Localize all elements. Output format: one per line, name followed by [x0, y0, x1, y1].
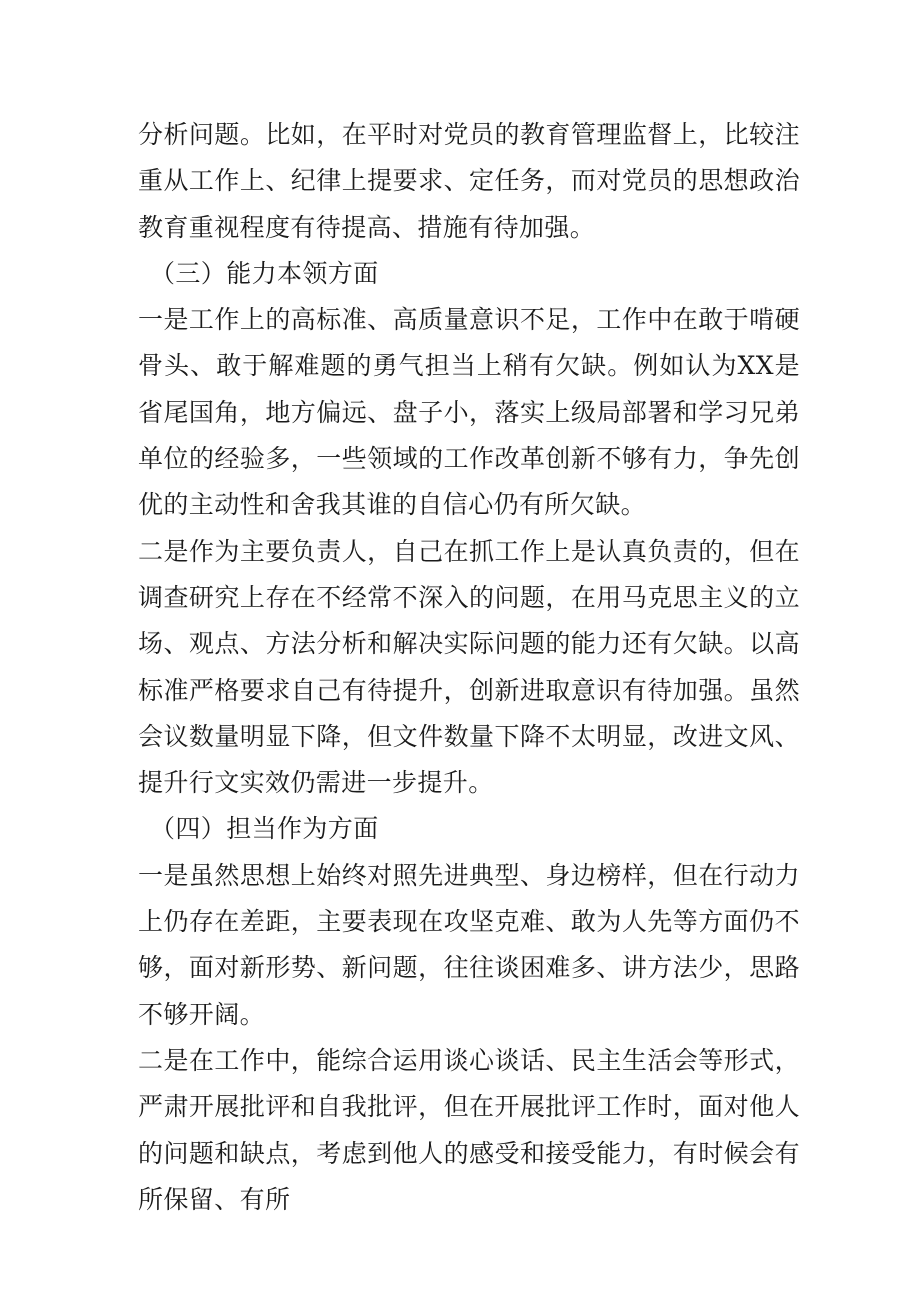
- paragraph-responsibility-point-two: 二是在工作中，能综合运用谈心谈话、民主生活会等形式，严肃开展批评和自我批评，但在开展批评工作时，面对他人的问题和缺点，考虑到他人的感受和接受能力，有时候会有所保留、有所: [138, 1045, 800, 1214]
- paragraph-ability-point-one: 一是工作上的高标准、高质量意识不足，工作中在敢于啃硬骨头、敢于解难题的勇气担当上稍有欠缺。例如认为XX是省尾国角，地方偏远、盘子小，落实上级局部署和学习兄弟单位的经验多，一些领域的工作改革创新不够有力，争先创优的主动性和舍我其谁的自信心仍有所欠缺。: [138, 305, 800, 520]
- document-body: [138, 112, 800, 1223]
- paragraph-ability-point-two: 二是作为主要负责人，自己在抓工作上是认真负责的，但在调查研究上存在不经常不深入的问题，在用马克思主义的立场、观点、方法分析和解决实际问题的能力还有欠缺。以高标准严格要求自己有待提升，创新进取意识有待加强。虽然会议数量明显下降，但文件数量下降不太明显，改进文风、提升行文实效仍需进一步提升。: [138, 536, 800, 798]
- section-heading-responsibility: （四）担当作为方面: [150, 814, 379, 844]
- paragraph-party-education: 分析问题。比如，在平时对党员的教育管理监督上，比较注重从工作上、纪律上提要求、定任务，而对党员的思想政治教育重视程度有待提高、措施有待加强。: [138, 120, 800, 242]
- paragraph-responsibility-point-one: 一是虽然思想上始终对照先进典型、身边榜样，但在行动力上仍存在差距，主要表现在攻坚克难、敢为人先等方面仍不够，面对新形势、新问题，往往谈困难多、讲方法少，思路不够开阔。: [138, 860, 800, 1029]
- section-heading-ability: （三）能力本领方面: [150, 258, 379, 288]
